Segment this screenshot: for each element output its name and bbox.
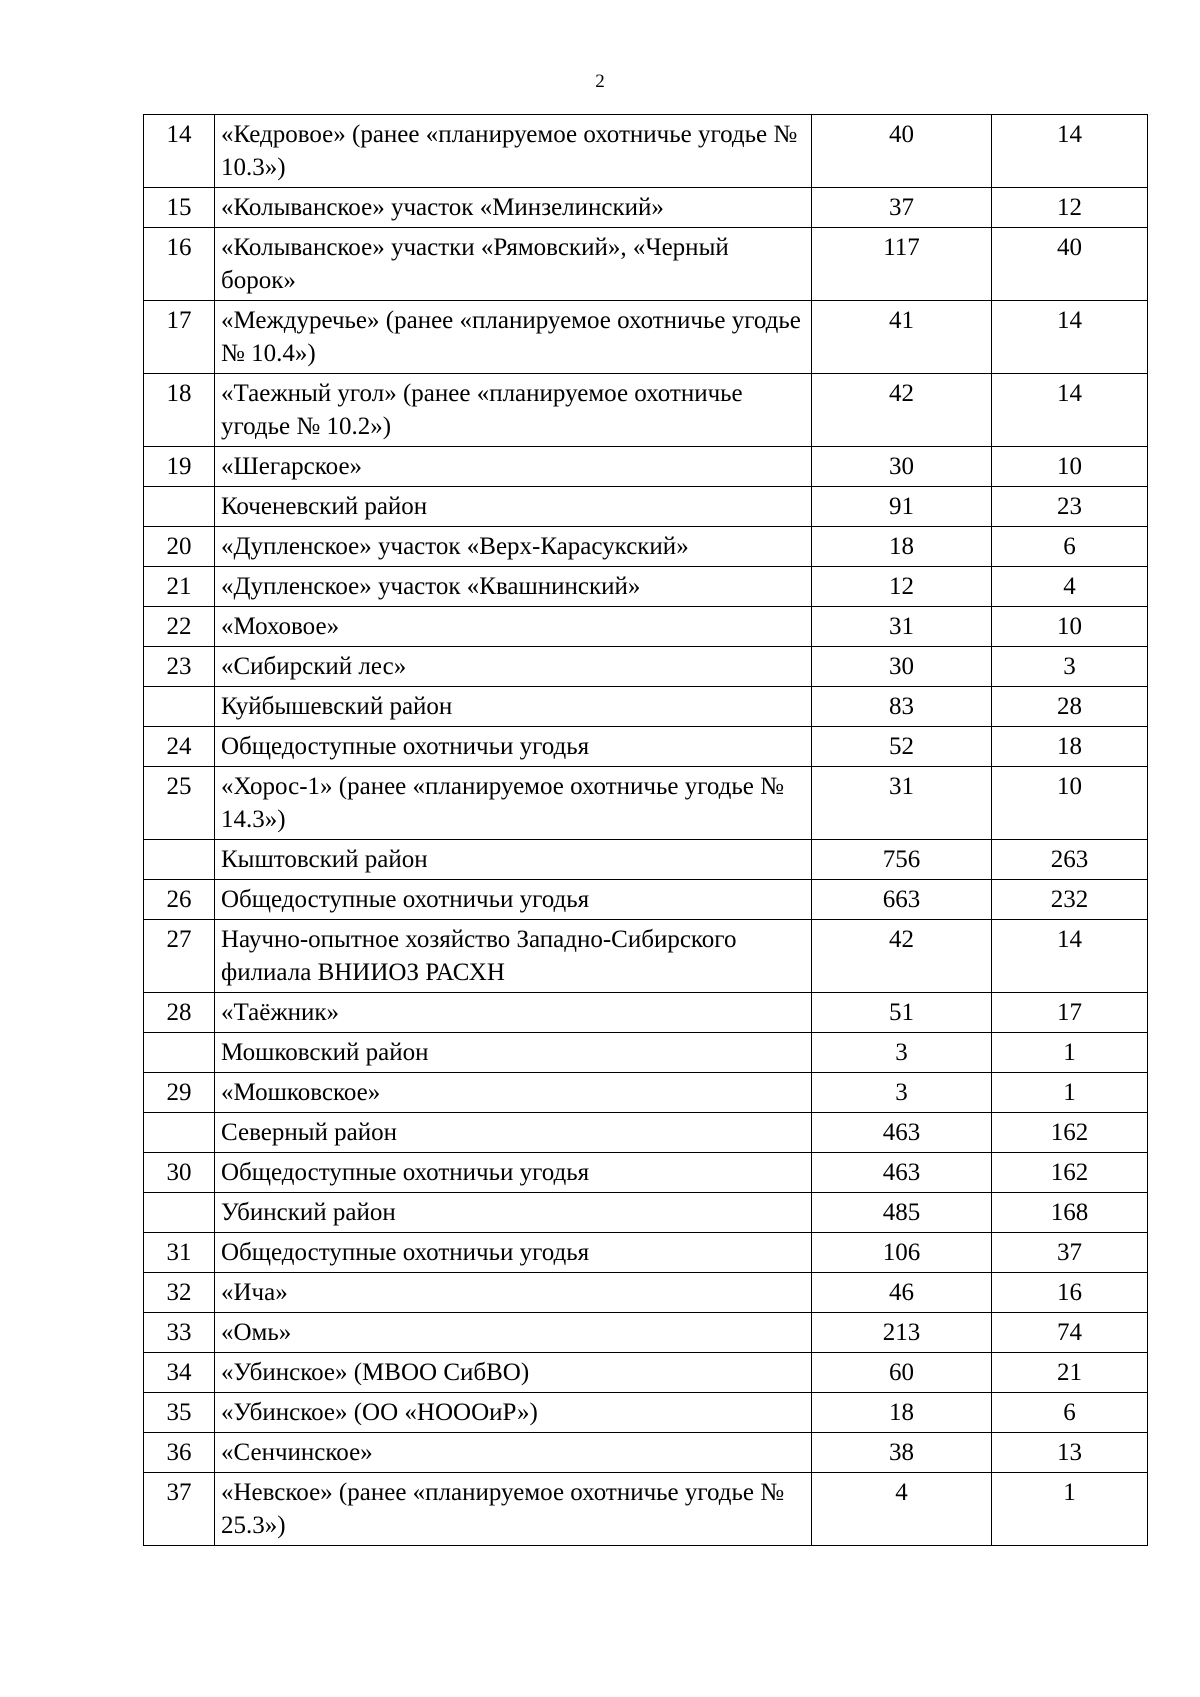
- row-name-cell: Общедоступные охотничьи угодья: [215, 1153, 812, 1193]
- value-a-cell: 30: [812, 647, 992, 687]
- table-row: [144, 1353, 1148, 1393]
- table-row: [144, 188, 1148, 228]
- table-row: [144, 115, 1148, 188]
- value-a-cell: 46: [812, 1273, 992, 1313]
- value-a-cell: 106: [812, 1233, 992, 1273]
- row-name-cell: Убинский район: [215, 1193, 812, 1233]
- value-b-cell: 40: [992, 228, 1148, 301]
- row-number-cell: 36: [144, 1433, 215, 1473]
- value-b-cell: 162: [992, 1113, 1148, 1153]
- row-name-cell: Общедоступные охотничьи угодья: [215, 727, 812, 767]
- row-number-cell: 23: [144, 647, 215, 687]
- row-name-cell: «Колыванское» участок «Минзелинский»: [215, 188, 812, 228]
- row-name-cell: «Колыванское» участки «Рямовский», «Черный борок»: [215, 228, 812, 301]
- row-number-cell: 26: [144, 880, 215, 920]
- value-b-cell: 14: [992, 920, 1148, 993]
- value-a-cell: 12: [812, 567, 992, 607]
- table-row: [144, 1273, 1148, 1313]
- row-name-cell: «Дупленское» участок «Верх-Карасукский»: [215, 527, 812, 567]
- value-a-cell: 52: [812, 727, 992, 767]
- value-a-cell: 663: [812, 880, 992, 920]
- row-name-cell: Научно-опытное хозяйство Западно-Сибирского филиала ВНИИОЗ РАСХН: [215, 920, 812, 993]
- table-row: [144, 727, 1148, 767]
- value-a-cell: 60: [812, 1353, 992, 1393]
- value-b-cell: 14: [992, 115, 1148, 188]
- value-a-cell: 117: [812, 228, 992, 301]
- value-a-cell: 40: [812, 115, 992, 188]
- value-a-cell: 42: [812, 920, 992, 993]
- value-a-cell: 37: [812, 188, 992, 228]
- value-b-cell: 13: [992, 1433, 1148, 1473]
- row-name-cell: «Междуречье» (ранее «планируемое охотничье угодье № 10.4»): [215, 301, 812, 374]
- row-number-cell: 18: [144, 374, 215, 447]
- table-row: [144, 607, 1148, 647]
- row-number-cell: 16: [144, 228, 215, 301]
- value-a-cell: 18: [812, 527, 992, 567]
- row-name-cell: «Убинское» (МВОО СибВО): [215, 1353, 812, 1393]
- row-number-cell: [144, 1113, 215, 1153]
- table-row: [144, 1473, 1148, 1546]
- value-a-cell: 463: [812, 1113, 992, 1153]
- value-b-cell: 168: [992, 1193, 1148, 1233]
- row-name-cell: Мошковский район: [215, 1033, 812, 1073]
- table-row: [144, 447, 1148, 487]
- value-a-cell: 18: [812, 1393, 992, 1433]
- row-name-cell: «Шегарское»: [215, 447, 812, 487]
- row-number-cell: [144, 840, 215, 880]
- value-b-cell: 1: [992, 1473, 1148, 1546]
- table-row: [144, 567, 1148, 607]
- value-b-cell: 1: [992, 1073, 1148, 1113]
- table-row: [144, 1393, 1148, 1433]
- value-b-cell: 232: [992, 880, 1148, 920]
- table-row: [144, 1073, 1148, 1113]
- table-row: [144, 374, 1148, 447]
- value-a-cell: 42: [812, 374, 992, 447]
- value-a-cell: 31: [812, 607, 992, 647]
- row-number-cell: 29: [144, 1073, 215, 1113]
- row-name-cell: «Омь»: [215, 1313, 812, 1353]
- value-a-cell: 3: [812, 1073, 992, 1113]
- district-row: [144, 840, 1148, 880]
- value-b-cell: 16: [992, 1273, 1148, 1313]
- row-name-cell: «Мошковское»: [215, 1073, 812, 1113]
- value-b-cell: 162: [992, 1153, 1148, 1193]
- table-row: [144, 228, 1148, 301]
- value-a-cell: 4: [812, 1473, 992, 1546]
- value-b-cell: 17: [992, 993, 1148, 1033]
- row-number-cell: [144, 1033, 215, 1073]
- row-name-cell: «Таёжник»: [215, 993, 812, 1033]
- row-name-cell: «Невское» (ранее «планируемое охотничье угодье № 25.3»): [215, 1473, 812, 1546]
- row-number-cell: 14: [144, 115, 215, 188]
- page-number: 2: [595, 71, 605, 92]
- row-number-cell: 20: [144, 527, 215, 567]
- value-b-cell: 18: [992, 727, 1148, 767]
- row-number-cell: 32: [144, 1273, 215, 1313]
- row-name-cell: «Сенчинское»: [215, 1433, 812, 1473]
- value-a-cell: 51: [812, 993, 992, 1033]
- row-name-cell: «Дупленское» участок «Квашнинский»: [215, 567, 812, 607]
- row-number-cell: 34: [144, 1353, 215, 1393]
- row-name-cell: «Моховое»: [215, 607, 812, 647]
- row-number-cell: 24: [144, 727, 215, 767]
- value-b-cell: 37: [992, 1233, 1148, 1273]
- row-number-cell: 35: [144, 1393, 215, 1433]
- row-number-cell: [144, 487, 215, 527]
- value-b-cell: 10: [992, 447, 1148, 487]
- row-name-cell: Общедоступные охотничьи угодья: [215, 880, 812, 920]
- row-number-cell: 37: [144, 1473, 215, 1546]
- value-a-cell: 463: [812, 1153, 992, 1193]
- row-number-cell: 19: [144, 447, 215, 487]
- value-b-cell: 3: [992, 647, 1148, 687]
- value-a-cell: 91: [812, 487, 992, 527]
- row-number-cell: 28: [144, 993, 215, 1033]
- district-row: [144, 487, 1148, 527]
- table-body: [144, 115, 1148, 1546]
- table-row: [144, 527, 1148, 567]
- value-b-cell: 12: [992, 188, 1148, 228]
- value-a-cell: 3: [812, 1033, 992, 1073]
- table-row: [144, 920, 1148, 993]
- table-row: [144, 1313, 1148, 1353]
- table-row: [144, 767, 1148, 840]
- row-number-cell: 31: [144, 1233, 215, 1273]
- row-name-cell: «Таежный угол» (ранее «планируемое охотничье угодье № 10.2»): [215, 374, 812, 447]
- row-name-cell: Коченевский район: [215, 487, 812, 527]
- value-a-cell: 41: [812, 301, 992, 374]
- row-name-cell: «Кедровое» (ранее «планируемое охотничье угодье № 10.3»): [215, 115, 812, 188]
- value-b-cell: 1: [992, 1033, 1148, 1073]
- row-name-cell: Кыштовский район: [215, 840, 812, 880]
- district-row: [144, 1033, 1148, 1073]
- value-b-cell: 74: [992, 1313, 1148, 1353]
- value-a-cell: 38: [812, 1433, 992, 1473]
- hunting-grounds-table: [143, 114, 1148, 1546]
- row-name-cell: Северный район: [215, 1113, 812, 1153]
- row-number-cell: 33: [144, 1313, 215, 1353]
- row-name-cell: «Хорос-1» (ранее «планируемое охотничье угодье № 14.3»): [215, 767, 812, 840]
- row-number-cell: 30: [144, 1153, 215, 1193]
- value-a-cell: 30: [812, 447, 992, 487]
- value-b-cell: 14: [992, 301, 1148, 374]
- table-row: [144, 1433, 1148, 1473]
- table-row: [144, 1233, 1148, 1273]
- value-a-cell: 213: [812, 1313, 992, 1353]
- value-b-cell: 4: [992, 567, 1148, 607]
- value-a-cell: 83: [812, 687, 992, 727]
- row-number-cell: 15: [144, 188, 215, 228]
- row-name-cell: Куйбышевский район: [215, 687, 812, 727]
- value-a-cell: 31: [812, 767, 992, 840]
- value-b-cell: 28: [992, 687, 1148, 727]
- value-b-cell: 23: [992, 487, 1148, 527]
- row-name-cell: «Убинское» (ОО «НОООиР»): [215, 1393, 812, 1433]
- table-row: [144, 880, 1148, 920]
- row-number-cell: 27: [144, 920, 215, 993]
- row-number-cell: 21: [144, 567, 215, 607]
- row-number-cell: 25: [144, 767, 215, 840]
- row-name-cell: Общедоступные охотничьи угодья: [215, 1233, 812, 1273]
- table-row: [144, 647, 1148, 687]
- row-number-cell: [144, 1193, 215, 1233]
- row-name-cell: «Ича»: [215, 1273, 812, 1313]
- value-b-cell: 263: [992, 840, 1148, 880]
- row-name-cell: «Сибирский лес»: [215, 647, 812, 687]
- row-number-cell: 22: [144, 607, 215, 647]
- row-number-cell: [144, 687, 215, 727]
- row-number-cell: 17: [144, 301, 215, 374]
- table-row: [144, 993, 1148, 1033]
- district-row: [144, 1113, 1148, 1153]
- table-row: [144, 1153, 1148, 1193]
- district-row: [144, 687, 1148, 727]
- value-b-cell: 6: [992, 527, 1148, 567]
- value-a-cell: 756: [812, 840, 992, 880]
- value-b-cell: 14: [992, 374, 1148, 447]
- value-b-cell: 6: [992, 1393, 1148, 1433]
- table-row: [144, 301, 1148, 374]
- value-a-cell: 485: [812, 1193, 992, 1233]
- value-b-cell: 10: [992, 767, 1148, 840]
- value-b-cell: 10: [992, 607, 1148, 647]
- value-b-cell: 21: [992, 1353, 1148, 1393]
- district-row: [144, 1193, 1148, 1233]
